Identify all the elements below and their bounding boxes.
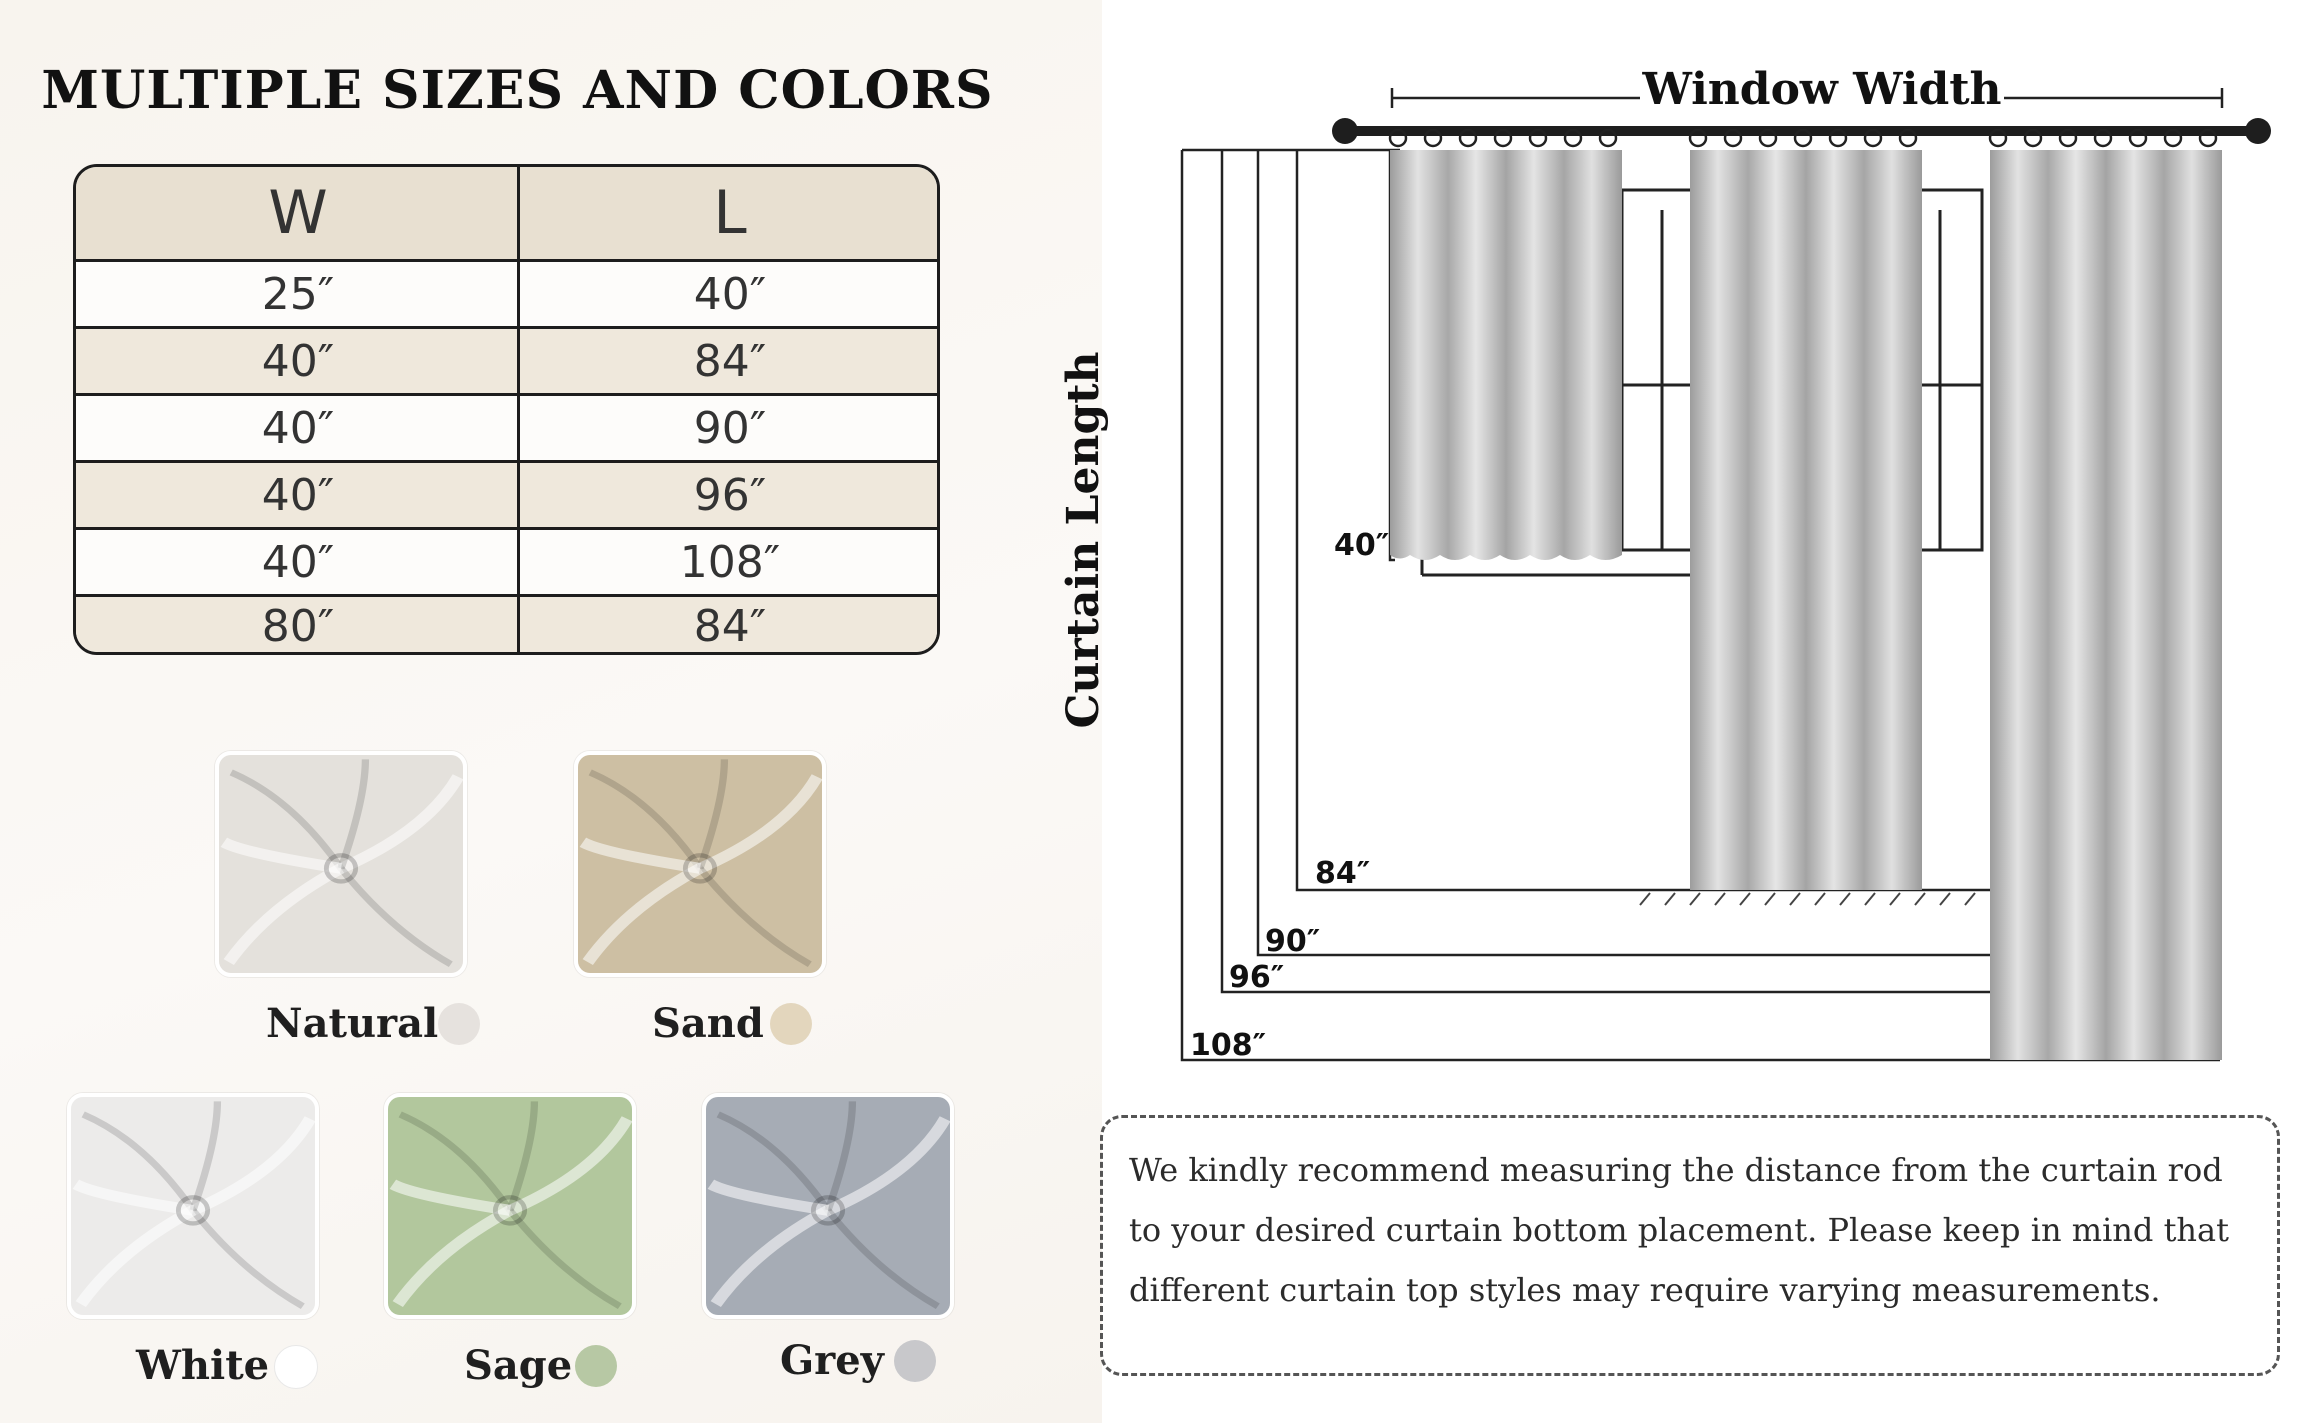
width-cell: 25″ xyxy=(261,268,335,320)
size-table xyxy=(73,164,940,655)
swatch-natural[interactable] xyxy=(215,751,467,977)
swatch-label-grey: Grey xyxy=(780,1337,884,1384)
measurement-note xyxy=(1100,1115,2280,1376)
fabric-texture xyxy=(706,1097,950,1315)
diagram-svg xyxy=(1102,0,2300,1080)
swatch-white[interactable] xyxy=(67,1093,319,1319)
length-cell: 40″ xyxy=(693,268,767,320)
length-label-84: 84″ xyxy=(1315,856,1371,891)
page-title: MULTIPLE SIZES AND COLORS xyxy=(41,60,994,121)
table-row xyxy=(76,463,937,530)
note-text: We kindly recommend measuring the distance from the curtain rod to your desired curtain bottom placement. Please keep in mind that different curtain top styles may require varying measurements. xyxy=(1129,1151,2229,1309)
width-cell: 40″ xyxy=(261,335,335,387)
header-length: L xyxy=(713,178,747,248)
table-row xyxy=(76,530,937,597)
swatch-sage[interactable] xyxy=(384,1093,636,1319)
window-width-label: Window Width xyxy=(1640,64,2004,115)
table-row xyxy=(76,597,937,655)
width-cell: 40″ xyxy=(261,536,335,588)
color-dot-sand xyxy=(770,1003,812,1045)
length-cell: 84″ xyxy=(693,335,767,387)
column-divider xyxy=(517,167,520,652)
floor-hatch xyxy=(1640,893,1975,905)
length-cell: 84″ xyxy=(693,600,767,652)
table-row xyxy=(76,396,937,463)
length-label-40: 40″ xyxy=(1334,528,1390,563)
rod-finial-right xyxy=(2245,118,2271,144)
swatch-label-sand: Sand xyxy=(652,1000,764,1047)
swatch-label-natural: Natural xyxy=(266,1000,439,1047)
length-cell: 96″ xyxy=(693,469,767,521)
fabric-texture xyxy=(578,755,822,973)
swatch-label-white: White xyxy=(136,1342,270,1389)
length-label-90: 90″ xyxy=(1265,924,1321,959)
color-dot-grey xyxy=(894,1340,936,1382)
fabric-texture xyxy=(219,755,463,973)
table-row xyxy=(76,329,937,396)
length-label-96: 96″ xyxy=(1229,960,1285,995)
fabric-texture xyxy=(71,1097,315,1315)
width-cell: 40″ xyxy=(261,402,335,454)
swatch-label-sage: Sage xyxy=(464,1342,573,1389)
length-label-108: 108″ xyxy=(1190,1028,1267,1063)
length-cell: 90″ xyxy=(693,402,767,454)
curtain-length-label: Curtain Length xyxy=(1058,351,1109,729)
fabric-texture xyxy=(388,1097,632,1315)
rod-finial-left xyxy=(1332,118,1358,144)
curtain-108 xyxy=(1990,150,2222,1060)
swatch-sand[interactable] xyxy=(574,751,826,977)
width-cell: 40″ xyxy=(261,469,335,521)
table-row xyxy=(76,262,937,329)
color-dot-white xyxy=(274,1345,318,1389)
color-dot-sage xyxy=(575,1345,617,1387)
swatch-grey[interactable] xyxy=(702,1093,954,1319)
curtain-40 xyxy=(1390,150,1622,560)
color-dot-natural xyxy=(438,1003,480,1045)
table-header-row xyxy=(76,167,937,262)
curtain-84 xyxy=(1690,150,1922,890)
curtain-size-diagram xyxy=(1102,0,2300,1080)
width-cell: 80″ xyxy=(261,600,335,652)
header-width: W xyxy=(268,178,328,248)
length-cell: 108″ xyxy=(679,536,781,588)
